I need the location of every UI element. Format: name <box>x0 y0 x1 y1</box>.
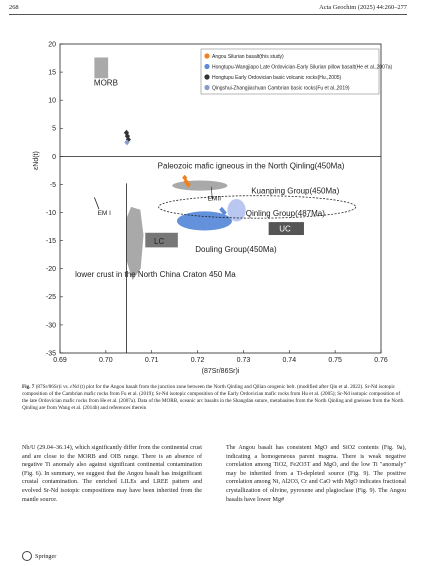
legend-entry-3: Qingshui-Zhangjiachuan Cambrian basic rocks(Fu et al.,2019) <box>212 85 350 92</box>
chart-legend <box>201 49 393 94</box>
page-number: 268 <box>9 4 19 11</box>
y-axis-label: εNd(t) <box>33 151 40 170</box>
x-tick-label: 0.75 <box>328 357 342 364</box>
y-tick-label: 0 <box>52 153 56 161</box>
y-tick-label: -5 <box>49 181 56 189</box>
legend-swatch-1 <box>204 64 209 69</box>
legend-entry-0: Angou Silurian basalt(this study) <box>212 54 284 61</box>
emi-arrow <box>94 197 99 209</box>
y-tick-label: 10 <box>48 97 56 105</box>
y-tick-label: -25 <box>45 294 56 302</box>
qinling-group-field <box>227 199 245 221</box>
x-tick-label: 0.72 <box>190 357 205 364</box>
kuanping-label: Kuanping Group(450Ma) <box>251 186 340 196</box>
emii-label: EMII <box>207 195 222 203</box>
morb-box <box>94 57 108 78</box>
paleozoic-label: Paleozoic mafic igneous in the North Qinling(450Ma) <box>157 161 345 171</box>
lc-label: LC <box>154 237 165 247</box>
douling-label: Douling Group(450Ma) <box>195 244 277 254</box>
y-tick-label: 5 <box>52 125 56 133</box>
x-tick-label: 0.70 <box>99 357 113 364</box>
paleozoic-mafic-field <box>172 181 227 191</box>
qinling-label: Qinling Group(487Ma) <box>245 208 325 218</box>
caption-text: (87Sr/86Sr)i vs. εNd (t) plot for the Angou basalt from the junction zone between the North Qinling and Qilian orogenic belt. (modified after Qin et al. 2022). Sr-Nd isotopic composition of the Cambrian mafic rocks from Fu et al. (2019); Sr-Nd isotopic composition of the Early Ordovician mafic rocks from Hu et al. (2005); Sr-Nd isotopic composition of the late Ordovician mafic rocks from He et al. (2007a). Data of the MORB, oceanic arc basalts in the Shangdan suture, metabasites from the North Qinling and gneisses from the North Qinling are from Wang et al. (2014b) and references therein <box>22 384 404 411</box>
x-axis-label: (87Sr/86Sr)i <box>201 368 240 375</box>
legend-swatch-0 <box>204 53 209 58</box>
x-tick-label: 0.76 <box>374 357 388 364</box>
legend-entry-1: Hongtupu-Wangjiapo Late Ordovician-Early Silurian pillow basalt(He et al.,2007a) <box>212 64 393 71</box>
y-tick-label: -10 <box>45 209 56 217</box>
x-tick-label: 0.71 <box>144 357 159 364</box>
figure-caption <box>22 384 407 412</box>
body-left-paragraph: Nb/U (29.04–36.14), which significantly differ from the continental crust and are close to the MORB and OIB range. There is an absence of negative Ti anomaly also against significant continental contamination (Fig. 6). In summary, we suggest that the Angou basalt has insignificant crustal contamination. The enriched LILEs and LREE pattern and evolved Sr-Nd isotopic compositions may have been inherited from the mantle source. <box>22 445 202 503</box>
body-right-paragraph: The Angou basalt has consistent MgO and SiO2 contents (Fig. 9a), indicating a homogeneous parent magma. There is weak negative correlation among TiO2, Fe2O3T and MgO, and the low Ti "anomaly" may be inherited from a Ti-depleted source (Fig. 9). The positive correlation among Ni, Al2O3, Cr and CaO with MgO indicates fractional crystallization of olivine, pyroxene and plagioclase (Fig. 9). The Angou basalts have lower Mg# <box>226 445 406 503</box>
y-tick-label: -35 <box>45 350 56 358</box>
legend-entry-2: Hongtupu Early Ordovician basic volcanic rocks(Hu.,2005) <box>212 75 342 82</box>
emi-label: EM I <box>97 209 111 217</box>
uc-label: UC <box>279 224 291 234</box>
publisher-name: Springer <box>35 552 57 560</box>
morb-label: MORB <box>93 78 118 88</box>
y-tick-label: 15 <box>48 69 56 77</box>
x-tick-label: 0.73 <box>236 357 251 364</box>
legend-swatch-3 <box>204 85 209 90</box>
y-tick-label: 20 <box>48 41 56 49</box>
journal-citation: Acta Geochim (2025) 44:260–277 <box>319 4 407 11</box>
y-tick-label: -20 <box>45 266 56 274</box>
springer-logo-icon <box>22 551 32 561</box>
x-tick-label: 0.74 <box>282 357 297 364</box>
y-tick-label: -15 <box>45 238 56 246</box>
lower-crust-label: lower crust in the North China Craton 450 Ma <box>75 270 236 280</box>
caption-label: Fig. 7 <box>22 384 35 390</box>
legend-swatch-2 <box>204 74 209 79</box>
x-tick-label: 0.69 <box>53 357 67 364</box>
header-rule <box>9 14 407 15</box>
sr-nd-isotope-chart <box>0 20 427 380</box>
lower-crust-field <box>127 207 144 280</box>
y-tick-label: -30 <box>45 322 56 330</box>
footer <box>22 551 56 561</box>
